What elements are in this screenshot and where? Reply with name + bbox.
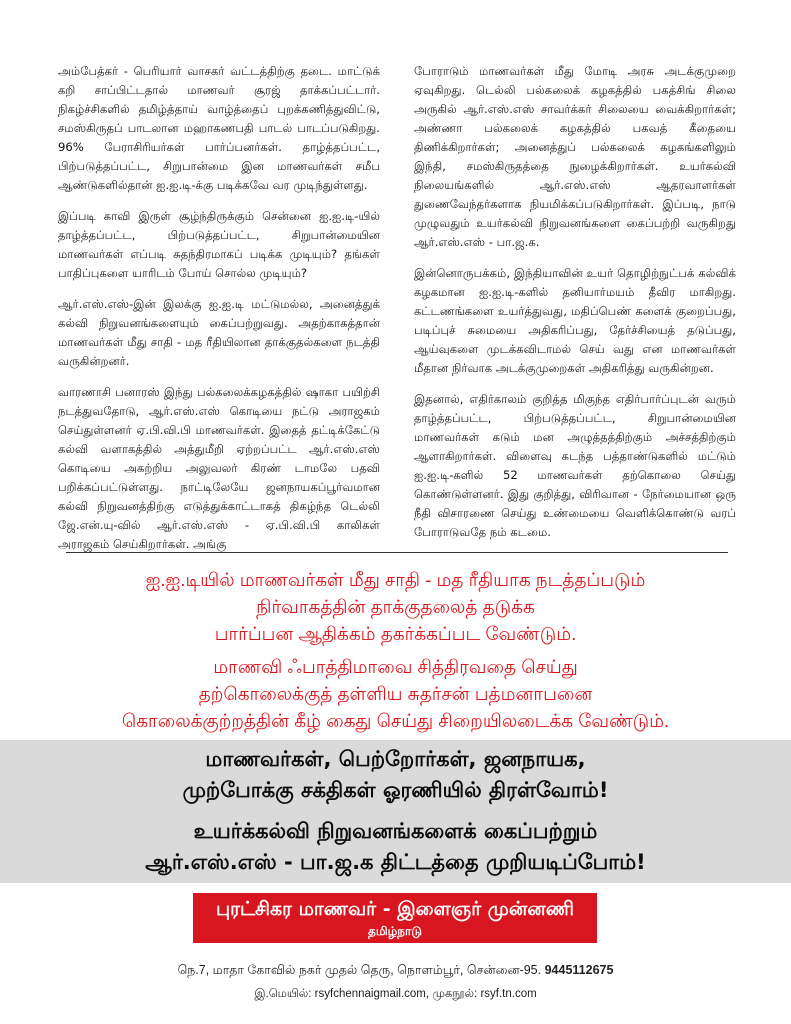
- contact-line: [0, 988, 791, 1002]
- organization-region: தமிழ்நாடு: [368, 924, 422, 938]
- paragraph: இன்னொருபக்கம், இந்தியாவின் உயர் தொழிற்நுட்பக் கல்விக் கழகமான ஐ.ஐ.டி-களில் தனியார்மயம் தீவிர மாகிறது. கட்டணங்களை உயர்த்துவது, மதிப்பெண் களைக் குறைப்பது, படிப்புச் சுமையை அதிகரிப்பது, தேர்ச்சியைத் தடுப்பது, ஆய்வுகளை முடக்கவிடாமல் செய் வது என மாணவர்கள் மீதான நிர்வாக அடக்குமுறைகள் அதிகரித்து வருகின்றன.: [414, 266, 736, 375]
- left-column: [58, 62, 380, 566]
- web-address: rsyf.tn.com: [480, 988, 537, 1000]
- slogan-line: முற்போக்கு சக்திகள் ஓரணியில் திரள்வோம்!: [182, 778, 609, 802]
- slogan-2: [0, 816, 791, 878]
- right-column: [414, 62, 736, 554]
- web-label: முகநூல்:: [432, 988, 478, 1000]
- address-line: [0, 963, 791, 979]
- phone-number: 9445112675: [544, 963, 614, 977]
- slogan-1: [0, 744, 791, 806]
- demand-block-2: [0, 653, 791, 734]
- slogan-line: உயர்க்கல்வி நிறுவனங்களைக் கைப்பற்றும்: [193, 819, 598, 843]
- organization-banner: [193, 893, 597, 943]
- demand-line: பார்ப்பன ஆதிக்கம் தகர்க்கப்பட வேண்டும்.: [214, 623, 577, 644]
- address: நெ.7, மாதா கோவில் நகர் முதல் தெரு, நொளம்பூர், சென்னை-95.: [177, 963, 542, 977]
- section-divider: [66, 552, 728, 553]
- slogan-line: ஆர்.எஸ்.எஸ் - பா.ஜ.க திட்டத்தை முறியடிப்போம்!: [145, 850, 646, 874]
- paragraph: ஆர்.எஸ்.எஸ்-இன் இலக்கு ஐ.ஐ.டி மட்டுமல்ல, அனைத்துக் கல்வி நிறுவனங்களையும் கைப்பற்றுவது. அதற்காகத்தான் மாணவர்கள் மீது சாதி - மத ரீதியிலான தாக்குதல்களை நடத்தி வருகின்றனர்.: [58, 297, 380, 368]
- demand-line: கொலைக்குற்றத்தின் கீழ் கைது செய்து சிறையிலடைக்க வேண்டும்.: [121, 710, 670, 731]
- paragraph: இப்படி காவி இருள் சூழ்ந்திருக்கும் சென்னை ஐ.ஐ.டி-யில் தாழ்த்தப்பட்ட, பிற்படுத்தப்பட்ட, சிறுபான்மையின மாணவர்கள் எப்படி சுதந்திரமாகப் படிக்க முடியும்? தங்கள் பாதிப்புகளை யாரிடம் போய் சொல்ல முடியும்?: [58, 209, 380, 280]
- slogan-line: மாணவர்கள், பெற்றோர்கள், ஜனநாயக,: [205, 747, 586, 771]
- email-address: rsyfchennaigmail.com,: [314, 988, 430, 1000]
- email-label: இ.மெயில்:: [254, 988, 312, 1000]
- article-body: [58, 62, 758, 551]
- paragraph: வாரணாசி பனாரஸ் இந்து பல்கலைக்கழகத்தில் ஷாகா பயிற்சி நடத்துவதோடு, ஆர்.எஸ்.எஸ் கொடியை நட்டு அராஜகம் செய்துள்ளனர் ஏ.பி.வி.பி மாணவர்கள். இதைத் தட்டிக்கேட்டு கல்வி வளாகத்தில் அத்துமீறி ஏற்றப்பட்ட ஆர்.எஸ்.எஸ் கொடியை அகற்றிய அலுவலர் கிரண் டாமலே பதவி பறிக்கப்பட்டுள்ளது. நாட்டிலேயே ஜனநாயகப்பூர்வமான கல்வி நிறுவனத்திற்கு எடுத்துக்காட்டாகத் திகழ்ந்த டெல்லி ஜே.என்.யு-வில் ஆர்.எஸ்.எஸ் - ஏ.பி.வி.பி காலிகள் அராஜகம் செய்கிறார்கள். அங்கு: [58, 385, 380, 551]
- demand-block-1: [0, 566, 791, 647]
- demand-line: நிர்வாகத்தின் தாக்குதலைத் தடுக்க: [256, 596, 535, 617]
- paragraph: இதனால், எதிர்காலம் குறித்த மிகுந்த எதிர்பார்ப்புடன் வரும் தாழ்த்தப்பட்ட, பிற்படுத்தப்பட்ட, சிறுபான்மையின மாணவர்கள் கடும் மன அழுத்தத்திற்கும் அச்சத்திற்கும் ஆளாகிறார்கள். விளைவு கடந்த பத்தாண்டுகளில் மட்டும் ஐ.ஐ.டி-களில் 52 மாணவர்கள் தற்கொலை செய்து கொண்டுள்ளனர். இது குறித்து, விரிவான - நேர்மையான ஒரு நீதி விசாரணை செய்து உண்மையை வெளிக்கொண்டு வரப் போராடுவதே நம் கடமை.: [414, 392, 736, 539]
- demand-line: மாணவி ஃபாத்திமாவை சித்திரவதை செய்து: [213, 656, 578, 677]
- demand-line: தற்கொலைக்குத் தள்ளிய சுதர்சன் பத்மனாபனை: [198, 683, 593, 704]
- paragraph: அம்பேத்கர் - பெரியார் வாசகர் வட்டத்திற்கு தடை. மாட்டுக் கறி சாப்பிட்டதால் மாணவர் சூரஜ் தாக்கப்பட்டார். நிகழ்ச்சிகளில் தமிழ்த்தாய் வாழ்த்தைப் புறக்கணித்துவிட்டு, சமஸ்கிருதப் பாடலான மஹாகணபதி பாடல் பாடப்படுகிறது. 96% பேராசிரியர்கள் பார்ப்பனர்கள். தாழ்த்தப்பட்ட, பிற்படுத்தப்பட்ட, சிறுபான்மை இன மாணவர்கள் சமீப ஆண்டுகளில்தான் ஐ.ஐ.டி-க்கு படிக்கவே வர முடிந்துள்ளது.: [58, 64, 380, 192]
- organization-name: புரட்சிகர மாணவர் - இளைஞர் முன்னணி: [216, 898, 574, 920]
- paragraph: போராடும் மாணவர்கள் மீது மோடி அரசு அடக்குமுறை ஏவுகிறது. டெல்லி பல்கலைக் கழகத்தில் பகத்சிங் சிலை அருகில் ஆர்.எஸ்.எஸ் சாவர்க்கர் சிலையை வைக்கிறார்கள்; அண்ணா பல்கலைக் கழகத்தில் பகவத் கீதையை திணிக்கிறார்கள்; அனைத்துப் பல்கலைக் கழகங்களிலும் இந்தி, சமஸ்கிருதத்தை நுழைக்கிறார்கள். உயர்கல்வி நிலையங்களில் ஆர்.எஸ்.எஸ் ஆதரவாளர்கள் துணைவேந்தர்களாக நியமிக்கப்படுகிறார்கள். இப்படி, நாடு முழுவதும் உயர்கல்வி நிறுவனங்களை கைப்பற்றி வருகிறது ஆர்.எஸ்.எஸ் - பா.ஜ.க.: [414, 64, 736, 249]
- demand-line: ஐ.ஐ.டியில் மாணவர்கள் மீது சாதி - மத ரீதியாக நடத்தப்படும்: [145, 569, 646, 590]
